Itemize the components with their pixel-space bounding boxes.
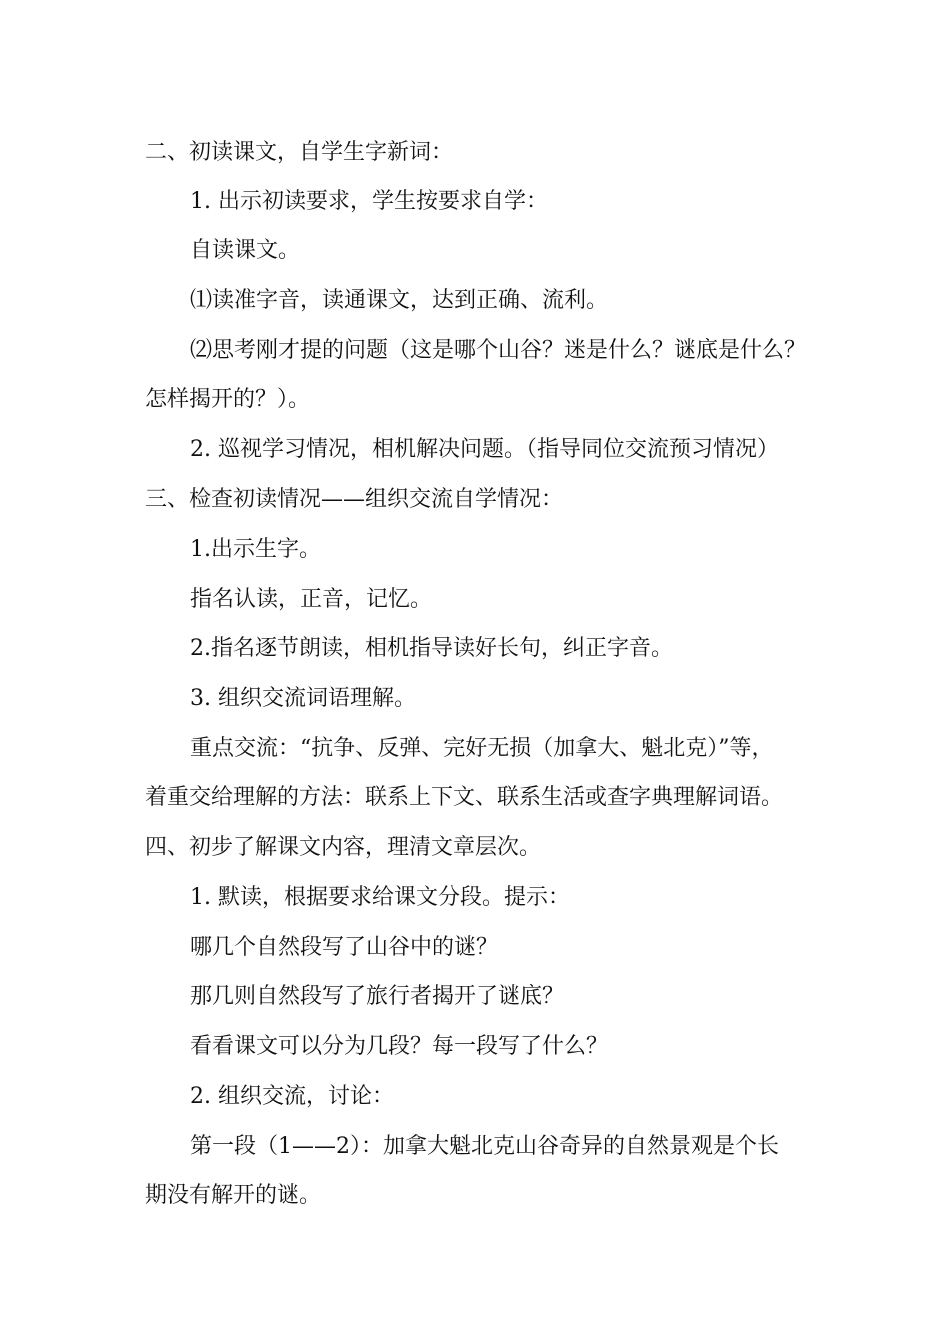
- section-heading-4: 四、初步了解课文内容，理清文章层次。: [145, 835, 542, 860]
- key-exchange-continuation: 着重交给理解的方法：联系上下文、联系生活或查字典理解词语。: [145, 785, 784, 810]
- vocabulary-paragraph: 3. 组织交流词语理解。: [190, 686, 416, 711]
- requirement-2-continuation: 怎样揭开的？）。: [145, 387, 311, 412]
- prompt-1-paragraph: 哪几个自然段写了山谷中的谜？: [190, 935, 499, 960]
- section-heading-3: 三、检查初读情况——组织交流自学情况：: [145, 487, 564, 512]
- requirement-1-paragraph: ⑴读准字音，读通课文，达到正确、流利。: [190, 288, 609, 313]
- prompt-2-paragraph: 那几则自然段写了旅行者揭开了谜底？: [190, 984, 565, 1009]
- show-characters-paragraph: 1.出示生字。: [190, 537, 321, 562]
- read-aloud-paragraph: 2.指名逐节朗读，相机指导读好长句，纠正字音。: [190, 636, 673, 661]
- section-heading-2: 二、初读课文，自学生字新词：: [145, 140, 454, 165]
- read-correct-paragraph: 指名认读，正音，记忆。: [190, 587, 433, 612]
- self-read-paragraph: 自读课文。: [190, 238, 301, 263]
- part-1-paragraph: 第一段（1——2）：加拿大魁北克山谷奇异的自然景观是个长: [190, 1134, 779, 1159]
- requirement-2-paragraph: ⑵思考刚才提的问题（这是哪个山谷？迷是什么？谜底是什么？: [190, 338, 807, 363]
- silent-read-paragraph: 1. 默读，根据要求给课文分段。提示：: [190, 885, 570, 910]
- part-1-continuation: 期没有解开的谜。: [145, 1183, 322, 1208]
- key-exchange-paragraph: 重点交流：“抗争、反弹、完好无损（加拿大、魁北克）”等，: [190, 736, 774, 761]
- prompt-3-paragraph: 看看课文可以分为几段？每一段写了什么？: [190, 1034, 609, 1059]
- step-1-paragraph: 1. 出示初读要求，学生按要求自学：: [190, 189, 548, 214]
- step-2-paragraph: 2. 巡视学习情况，相机解决问题。（指导同位交流预习情况）: [190, 437, 779, 462]
- discussion-paragraph: 2. 组织交流，讨论：: [190, 1084, 394, 1109]
